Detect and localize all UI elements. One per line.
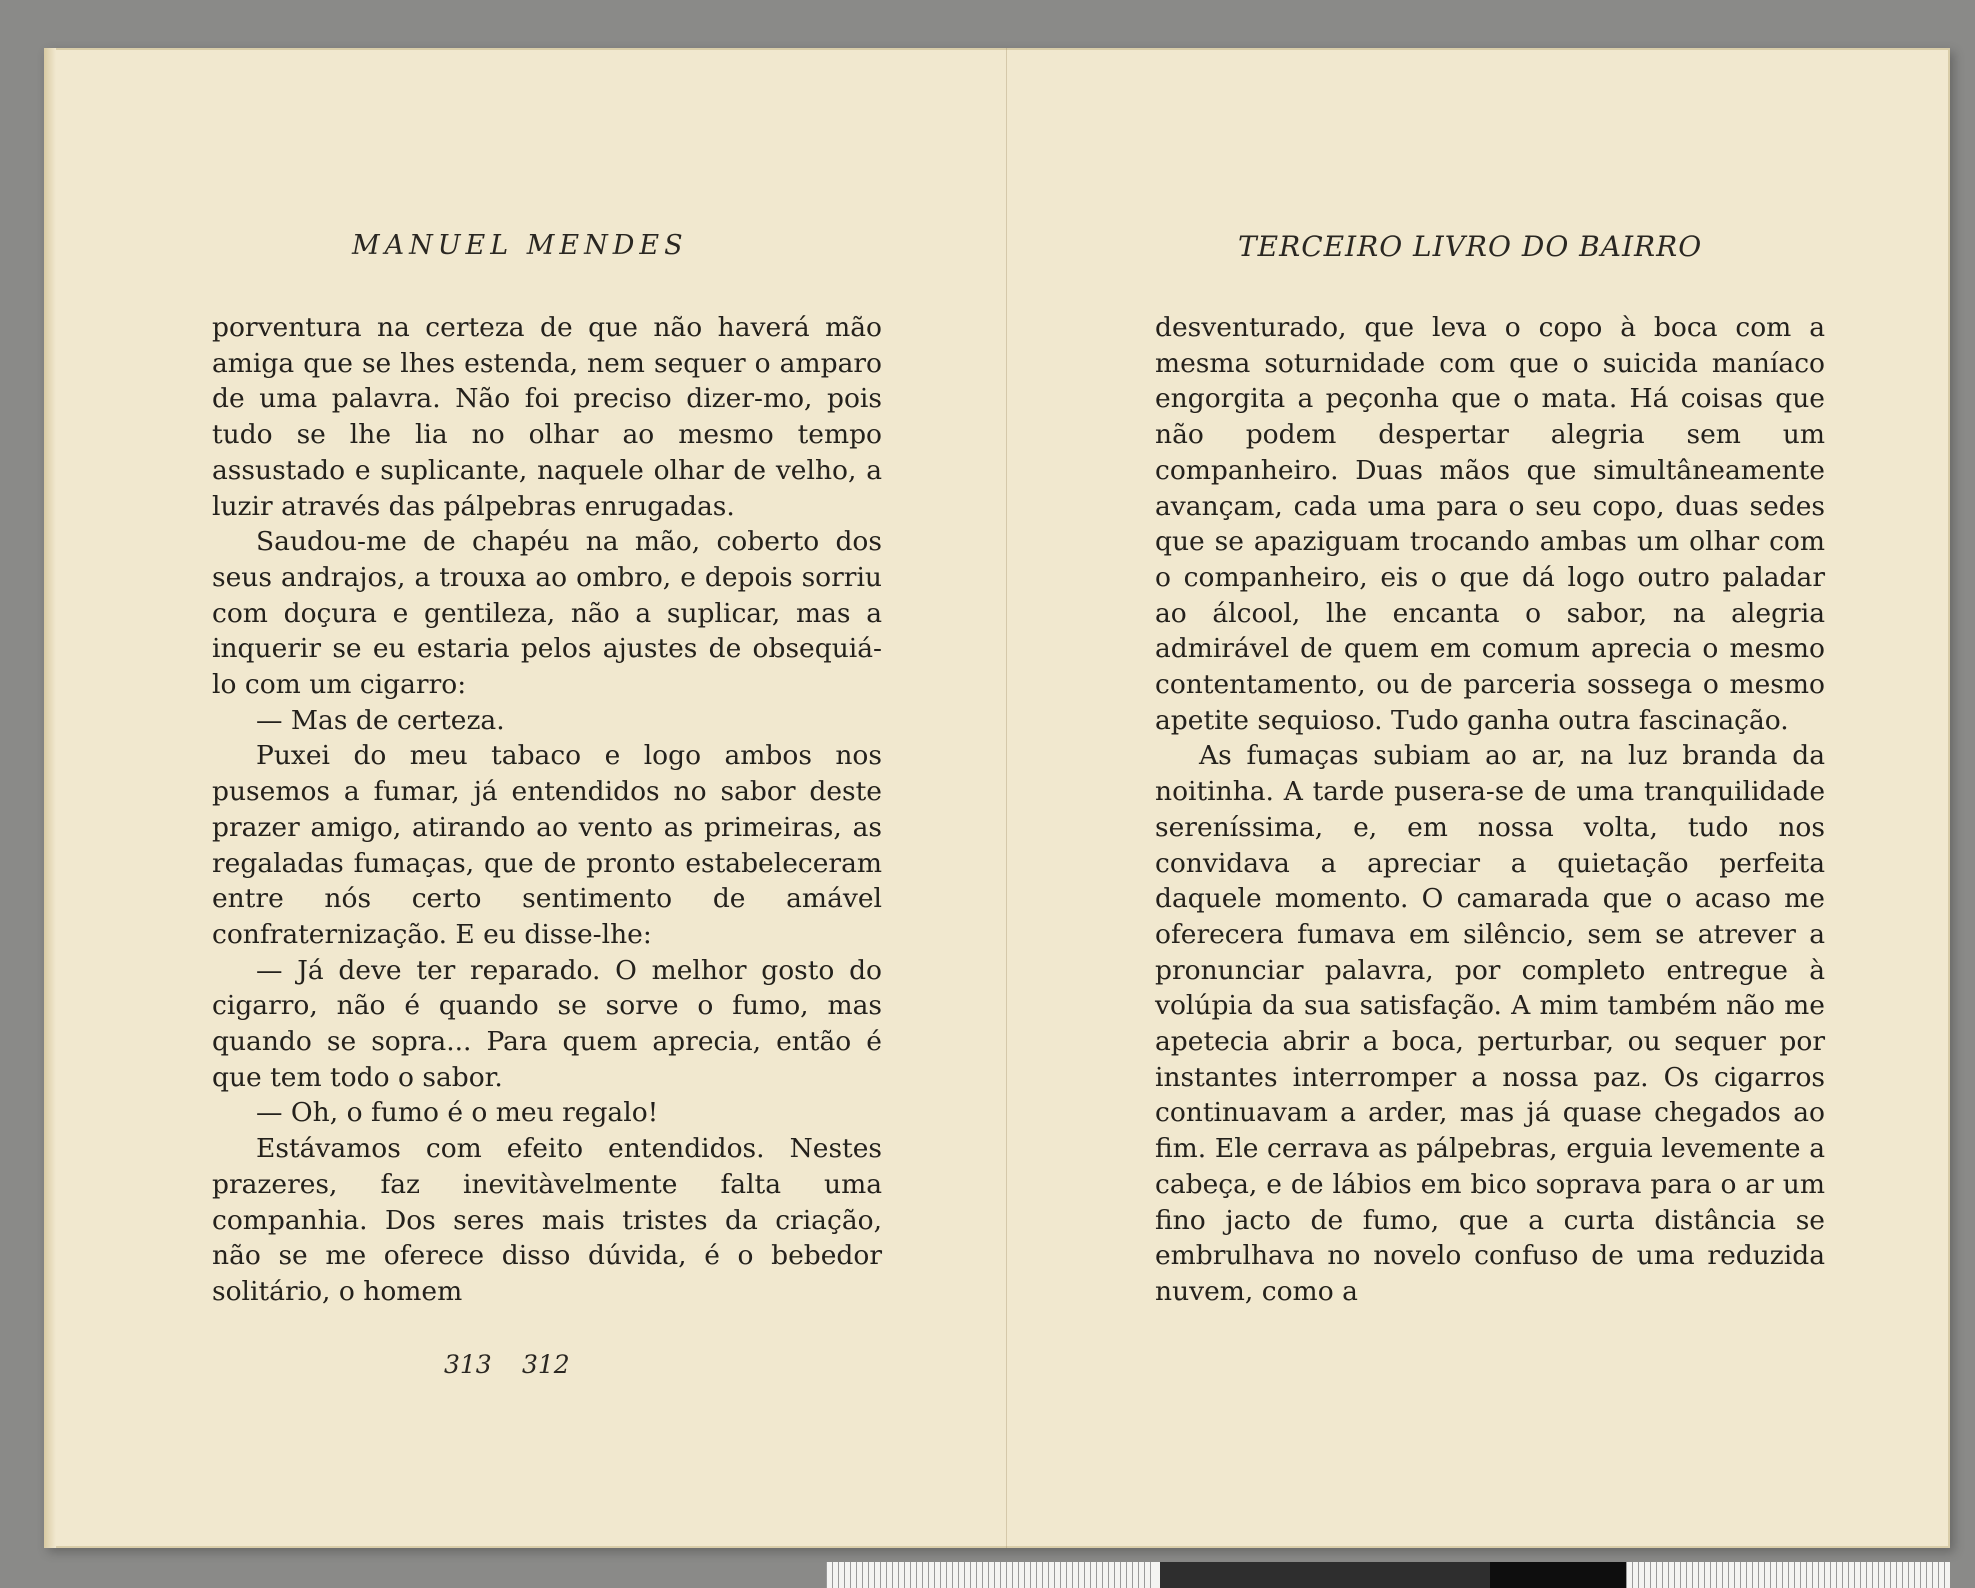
- paragraph: Saudou-me de chapéu na mão, coberto dos seus andrajos, a trouxa ao ombro, e depois sorriu com doçura e gentileza, não a suplicar, mas a inquerir se eu estaria pelos ajustes de obsequiá-lo com um cigarro:: [212, 526, 882, 701]
- scale-ticks: [1626, 1562, 1950, 1588]
- left-page-number: 312: [522, 1350, 570, 1379]
- dialogue-line: — Oh, o fumo é o meu regalo!: [256, 1097, 659, 1129]
- gray-patch: [1160, 1562, 1490, 1588]
- right-body-text: [1155, 310, 1825, 1310]
- right-page-number: 313: [444, 1350, 492, 1379]
- paragraph: Estávamos com efeito entendidos. Nestes prazeres, faz inevitàvelmente falta uma companhia. Dos seres mais tristes da criação, não se me oferece disso dúvida, é o bebedor solitário, o homem: [212, 1133, 882, 1307]
- paragraph: As fumaças subiam ao ar, na luz branda da noitinha. A tarde pusera-se de uma tranquilidade sereníssima, e, em nossa volta, tudo nos convidava a apreciar a quietação perfeita daquele momento. O camarada que o acaso me oferecera fumava em silêncio, sem se atrever a pronunciar palavra, por completo entregue à volúpia da sua satisfação. A mim também não me apetecia abrir a boca, perturbar, ou sequer por instantes interromper a nossa paz. Os cigarros continuavam a arder, mas já quase chegados ao fim. Ele cerrava as pálpebras, erguia levemente a cabeça, e de lábios em bico soprava para o ar um fino jacto de fumo, que a curta distância se embrulhava no novelo confuso de uma reduzida nuvem, como a: [1155, 740, 1825, 1307]
- book-spread: [44, 48, 1950, 1548]
- dialogue-line: — Mas de certeza.: [256, 704, 505, 736]
- scale-ticks: [826, 1562, 1156, 1588]
- dialogue-line: — Já deve ter reparado. O melhor gosto do cigarro, não é quando se sorve o fumo, mas quando se sopra... Para quem aprecia, então é que tem todo o sabor.: [212, 954, 882, 1093]
- left-page: [44, 48, 1006, 1548]
- paragraph: porventura na certeza de que não haverá mão amiga que se lhes estenda, nem sequer o amparo de uma palavra. Não foi preciso dizer-mo, pois tudo se lhe lia no olhar ao mesmo tempo assustado e suplicante, naquele olhar de velho, a luzir através das pálpebras enrugadas.: [212, 312, 882, 522]
- color-calibration-strip: [826, 1562, 1950, 1588]
- left-running-head: MANUEL MENDES: [352, 230, 688, 261]
- black-patch: [1490, 1562, 1626, 1588]
- left-body-text: [212, 310, 882, 1310]
- right-running-head: TERCEIRO LIVRO DO BAIRRO: [1238, 230, 1703, 263]
- paragraph: Puxei do meu tabaco e logo ambos nos pusemos a fumar, já entendidos no sabor deste prazer amigo, atirando ao vento as primeiras, as regaladas fumaças, que de pronto estabeleceram entre nós certo sentimento de amável confraternização. E eu disse-lhe:: [212, 740, 882, 950]
- paragraph: desventurado, que leva o copo à boca com a mesma soturnidade com que o suicida maníaco engorgita a peçonha que o mata. Há coisas que não podem despertar alegria sem um companheiro. Duas mãos que simultâneamente avançam, cada uma para o seu copo, duas sedes que se apaziguam trocando ambas um olhar com o companheiro, eis o que dá logo outro paladar ao álcool, lhe encanta o sabor, na alegria admirável de quem em comum aprecia o mesmo contentamento, ou de parceria sossega o mesmo apetite sequioso. Tudo ganha outra fascinação.: [1155, 312, 1825, 736]
